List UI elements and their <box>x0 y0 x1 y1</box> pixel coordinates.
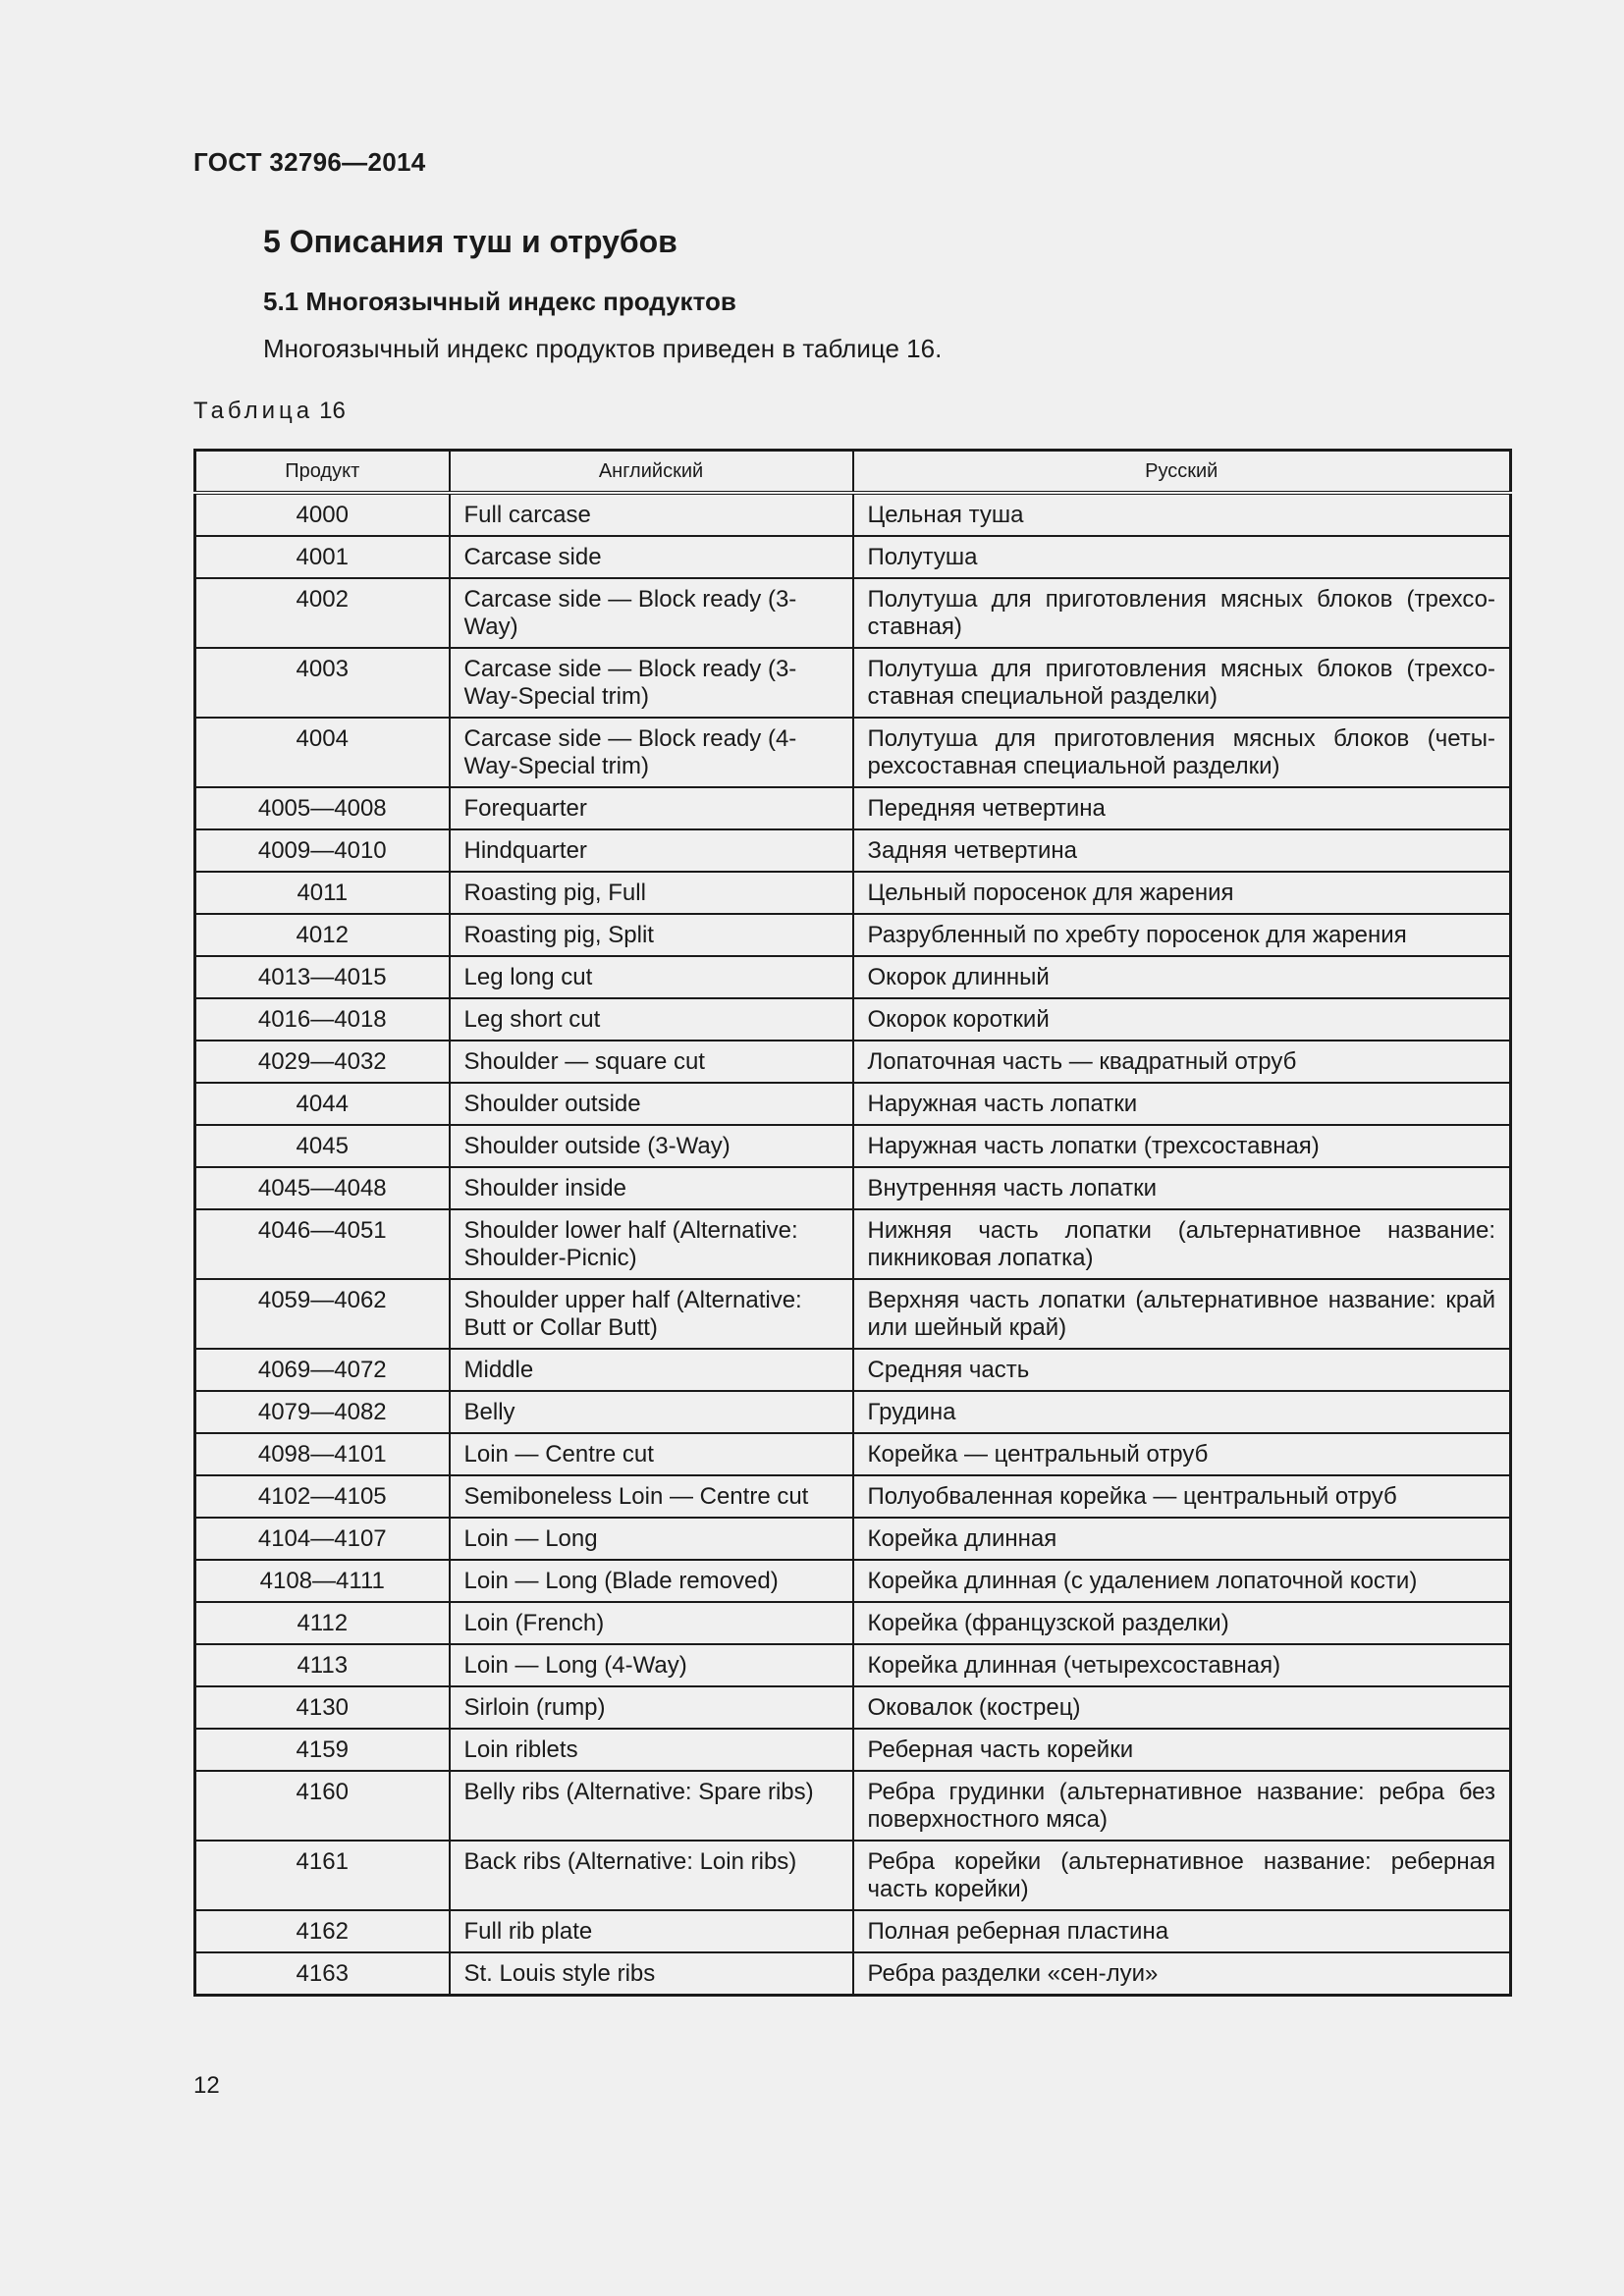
english-name-cell: Shoulder outside (3-Way) <box>450 1125 853 1167</box>
product-code-cell: 4162 <box>195 1910 450 1952</box>
table-header-row <box>195 451 1511 494</box>
product-code-cell: 4004 <box>195 718 450 787</box>
russian-name-cell: Корейка длинная <box>853 1518 1511 1560</box>
russian-name-cell: Полутуша для приготовления мясных блоков (трехсоставная специальной разделки) <box>853 648 1511 718</box>
russian-name-cell: Средняя часть <box>853 1349 1511 1391</box>
product-code-cell: 4044 <box>195 1083 450 1125</box>
table-row <box>195 1041 1511 1083</box>
russian-name-cell: Лопаточная часть — квадратный отруб <box>853 1041 1511 1083</box>
product-code-cell: 4011 <box>195 872 450 914</box>
table-caption-label: Таблица <box>193 398 314 424</box>
russian-name-cell: Полная реберная пластина <box>853 1910 1511 1952</box>
english-name-cell: Leg long cut <box>450 956 853 998</box>
english-name-cell: Loin — Long (Blade removed) <box>450 1560 853 1602</box>
table-row <box>195 1391 1511 1433</box>
table-row <box>195 1167 1511 1209</box>
product-code-cell: 4098—4101 <box>195 1433 450 1475</box>
product-code-cell: 4161 <box>195 1841 450 1910</box>
english-name-cell: St. Louis style ribs <box>450 1952 853 1996</box>
table-row <box>195 1518 1511 1560</box>
russian-name-cell: Ребра грудинки (альтернативное название: ребра без поверхностного мяса) <box>853 1771 1511 1841</box>
product-code-cell: 4029—4032 <box>195 1041 450 1083</box>
product-index-table <box>193 449 1512 1997</box>
russian-name-cell: Полутуша для приготовления мясных блоков (четырехсоставная специальной разделки) <box>853 718 1511 787</box>
table-row <box>195 787 1511 829</box>
russian-name-cell: Корейка длинная (с удалением лопаточной кости) <box>853 1560 1511 1602</box>
english-name-cell: Loin riblets <box>450 1729 853 1771</box>
english-name-cell: Full carcase <box>450 493 853 536</box>
russian-name-cell: Передняя четвертина <box>853 787 1511 829</box>
english-name-cell: Carcase side — Block ready (3-Way) <box>450 578 853 648</box>
russian-name-cell: Разрубленный по хребту поросенок для жарения <box>853 914 1511 956</box>
table-row <box>195 1771 1511 1841</box>
product-code-cell: 4112 <box>195 1602 450 1644</box>
product-code-cell: 4005—4008 <box>195 787 450 829</box>
subsection-title: 5.1 Многоязычный индекс продуктов <box>263 287 736 316</box>
english-name-cell: Roasting pig, Full <box>450 872 853 914</box>
table-row <box>195 1602 1511 1644</box>
table-row <box>195 1083 1511 1125</box>
table-row <box>195 1644 1511 1686</box>
english-name-cell: Belly <box>450 1391 853 1433</box>
product-code-cell: 4003 <box>195 648 450 718</box>
product-code-cell: 4130 <box>195 1686 450 1729</box>
product-code-cell: 4000 <box>195 493 450 536</box>
russian-name-cell: Ребра разделки «сен-луи» <box>853 1952 1511 1996</box>
product-code-cell: 4012 <box>195 914 450 956</box>
english-name-cell: Leg short cut <box>450 998 853 1041</box>
product-code-cell: 4059—4062 <box>195 1279 450 1349</box>
product-code-cell: 4046—4051 <box>195 1209 450 1279</box>
table-row <box>195 1910 1511 1952</box>
russian-name-cell: Ребра корейки (альтернативное название: реберная часть корейки) <box>853 1841 1511 1910</box>
column-header-russian: Русский <box>853 451 1511 494</box>
russian-name-cell: Задняя четвертина <box>853 829 1511 872</box>
russian-name-cell: Полутуша <box>853 536 1511 578</box>
english-name-cell: Loin — Long <box>450 1518 853 1560</box>
standard-code: ГОСТ 32796—2014 <box>193 147 426 177</box>
english-name-cell: Loin — Centre cut <box>450 1433 853 1475</box>
product-code-cell: 4001 <box>195 536 450 578</box>
russian-name-cell: Корейка длинная (четырехсоставная) <box>853 1644 1511 1686</box>
russian-name-cell: Внутренняя часть лопатки <box>853 1167 1511 1209</box>
table-row <box>195 829 1511 872</box>
english-name-cell: Middle <box>450 1349 853 1391</box>
english-name-cell: Belly ribs (Alternative: Spare ribs) <box>450 1771 853 1841</box>
english-name-cell: Shoulder outside <box>450 1083 853 1125</box>
russian-name-cell: Оковалок (кострец) <box>853 1686 1511 1729</box>
table-caption-number: 16 <box>319 398 346 424</box>
table-caption <box>193 398 346 425</box>
product-code-cell: 4045—4048 <box>195 1167 450 1209</box>
product-code-cell: 4160 <box>195 1771 450 1841</box>
english-name-cell: Carcase side — Block ready (4-Way-Special trim) <box>450 718 853 787</box>
russian-name-cell: Полутуша для приготовления мясных блоков (трехсоставная) <box>853 578 1511 648</box>
table-row <box>195 1475 1511 1518</box>
product-code-cell: 4159 <box>195 1729 450 1771</box>
english-name-cell: Carcase side <box>450 536 853 578</box>
english-name-cell: Roasting pig, Split <box>450 914 853 956</box>
product-code-cell: 4045 <box>195 1125 450 1167</box>
column-header-english: Английский <box>450 451 853 494</box>
english-name-cell: Semiboneless Loin — Centre cut <box>450 1475 853 1518</box>
russian-name-cell: Грудина <box>853 1391 1511 1433</box>
table-row <box>195 1560 1511 1602</box>
english-name-cell: Hindquarter <box>450 829 853 872</box>
table-row <box>195 1841 1511 1910</box>
english-name-cell: Shoulder upper half (Alternative: Butt or Collar Butt) <box>450 1279 853 1349</box>
product-code-cell: 4002 <box>195 578 450 648</box>
russian-name-cell: Корейка (французской разделки) <box>853 1602 1511 1644</box>
product-code-cell: 4069—4072 <box>195 1349 450 1391</box>
english-name-cell: Shoulder inside <box>450 1167 853 1209</box>
product-code-cell: 4113 <box>195 1644 450 1686</box>
english-name-cell: Loin — Long (4-Way) <box>450 1644 853 1686</box>
russian-name-cell: Нижняя часть лопатки (альтернативное название: пикниковая лопатка) <box>853 1209 1511 1279</box>
table-row <box>195 648 1511 718</box>
russian-name-cell: Наружная часть лопатки (трехсоставная) <box>853 1125 1511 1167</box>
table-row <box>195 1952 1511 1996</box>
table-row <box>195 1349 1511 1391</box>
product-code-cell: 4016—4018 <box>195 998 450 1041</box>
english-name-cell: Sirloin (rump) <box>450 1686 853 1729</box>
section-title: 5 Описания туш и отрубов <box>263 224 677 259</box>
table-row <box>195 1729 1511 1771</box>
russian-name-cell: Наружная часть лопатки <box>853 1083 1511 1125</box>
product-code-cell: 4013—4015 <box>195 956 450 998</box>
table-row <box>195 578 1511 648</box>
table-row <box>195 536 1511 578</box>
table-row <box>195 1433 1511 1475</box>
product-code-cell: 4163 <box>195 1952 450 1996</box>
russian-name-cell: Окорок длинный <box>853 956 1511 998</box>
english-name-cell: Carcase side — Block ready (3-Way-Special trim) <box>450 648 853 718</box>
page-number: 12 <box>193 2072 220 2099</box>
table-row <box>195 493 1511 536</box>
english-name-cell: Shoulder — square cut <box>450 1041 853 1083</box>
table-row <box>195 718 1511 787</box>
english-name-cell: Loin (French) <box>450 1602 853 1644</box>
table-row <box>195 1209 1511 1279</box>
product-code-cell: 4102—4105 <box>195 1475 450 1518</box>
russian-name-cell: Корейка — центральный отруб <box>853 1433 1511 1475</box>
russian-name-cell: Окорок короткий <box>853 998 1511 1041</box>
russian-name-cell: Верхняя часть лопатки (альтернативное название: край или шейный край) <box>853 1279 1511 1349</box>
product-code-cell: 4104—4107 <box>195 1518 450 1560</box>
product-code-cell: 4079—4082 <box>195 1391 450 1433</box>
table-row <box>195 956 1511 998</box>
table-row <box>195 1125 1511 1167</box>
english-name-cell: Forequarter <box>450 787 853 829</box>
product-code-cell: 4009—4010 <box>195 829 450 872</box>
table-row <box>195 998 1511 1041</box>
table-row <box>195 1279 1511 1349</box>
english-name-cell: Back ribs (Alternative: Loin ribs) <box>450 1841 853 1910</box>
table-row <box>195 914 1511 956</box>
intro-paragraph: Многоязычный индекс продуктов приведен в таблице 16. <box>263 334 943 363</box>
russian-name-cell: Цельная туша <box>853 493 1511 536</box>
russian-name-cell: Цельный поросенок для жарения <box>853 872 1511 914</box>
russian-name-cell: Полуобваленная корейка — центральный отруб <box>853 1475 1511 1518</box>
table-row <box>195 872 1511 914</box>
product-code-cell: 4108—4111 <box>195 1560 450 1602</box>
table-body <box>195 493 1511 1996</box>
russian-name-cell: Реберная часть корейки <box>853 1729 1511 1771</box>
table-row <box>195 1686 1511 1729</box>
english-name-cell: Shoulder lower half (Alternative: Shoulder-Picnic) <box>450 1209 853 1279</box>
column-header-product: Продукт <box>195 451 450 494</box>
english-name-cell: Full rib plate <box>450 1910 853 1952</box>
